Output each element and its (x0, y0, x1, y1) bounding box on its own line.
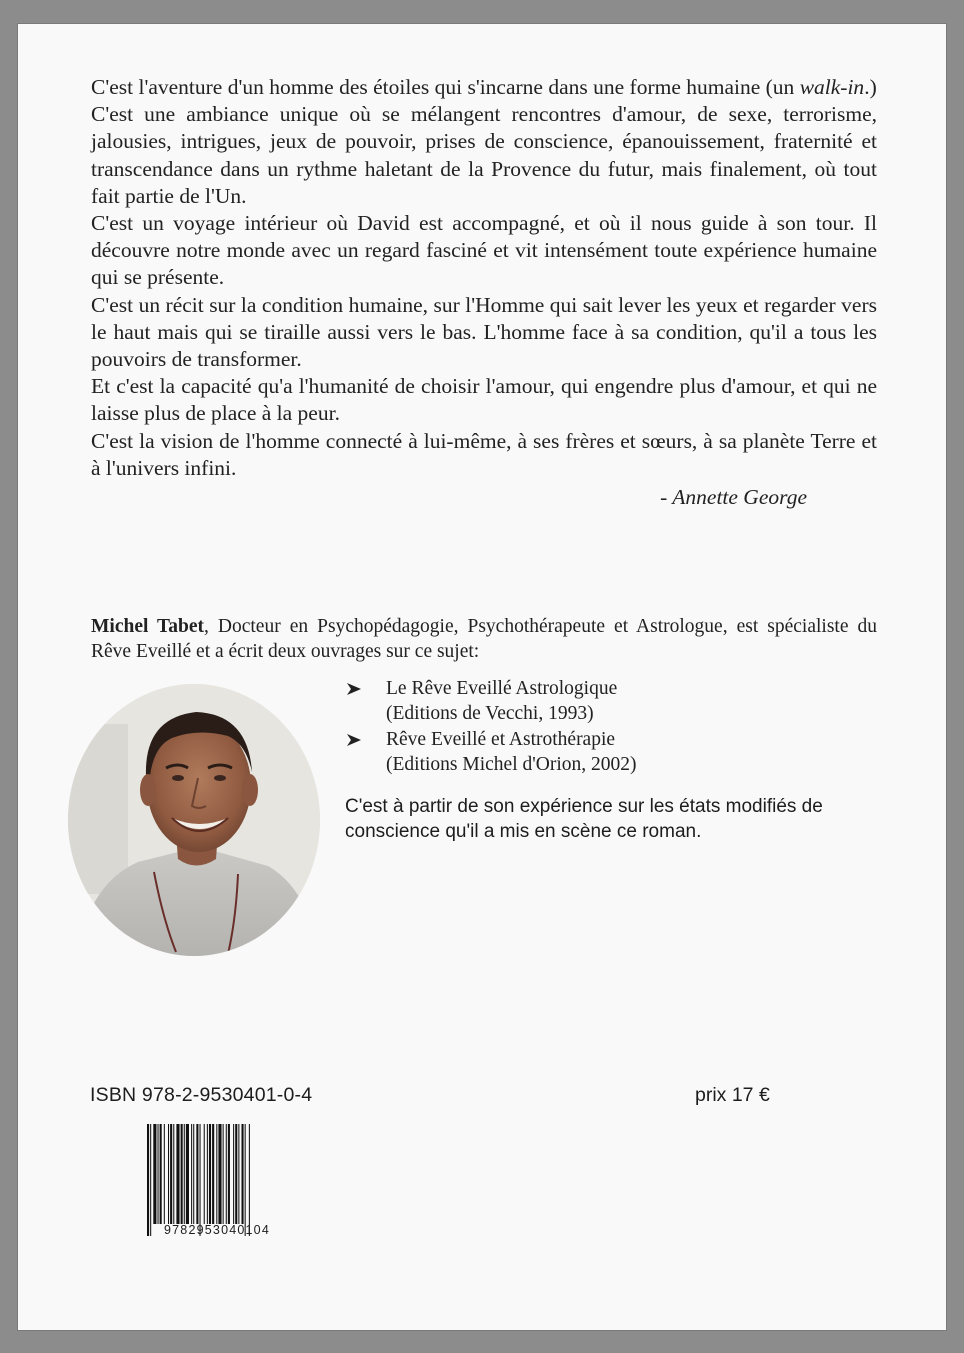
blurb (91, 74, 877, 511)
barcode-bar (235, 1124, 237, 1224)
barcode-bar (168, 1124, 169, 1224)
blurb-signature: - Annette George (660, 485, 807, 510)
barcode-bar (207, 1124, 208, 1224)
barcode-bar (164, 1124, 165, 1224)
list-item (346, 727, 866, 777)
barcode-bar (218, 1124, 221, 1224)
book-back-cover (18, 24, 946, 1330)
list-item (346, 676, 866, 726)
barcode-bar (226, 1124, 227, 1224)
barcode-bar (245, 1124, 246, 1236)
arrowhead-bullet-icon (346, 733, 362, 747)
blurb-paragraph-5: Et c'est la capacité qu'a l'humanité de choisir l'amour, qui engendre plus d'amour, et qui ne laisse plus de place à la peur. (91, 374, 877, 426)
author-note: C'est à partir de son expérience sur les états modifiés de conscience qu'il a mis en scène ce roman. (345, 796, 823, 842)
barcode-bar (147, 1124, 149, 1236)
barcode-digits: 9782953040104 (164, 1223, 270, 1237)
barcode-bar (242, 1124, 244, 1224)
author-portrait-image (68, 684, 320, 956)
barcode-bar (158, 1124, 159, 1224)
arrowhead-bullet-icon (346, 682, 362, 696)
barcode-bar (196, 1124, 198, 1224)
author-name: Michel Tabet (91, 616, 205, 637)
barcode-bar (212, 1124, 214, 1224)
barcode-bar (193, 1124, 194, 1224)
blurb-paragraph-1: C'est l'aventure d'un homme des étoiles qui s'incarne dans une forme humaine (un walk-in.) (91, 75, 877, 99)
barcode-bar (228, 1124, 230, 1224)
barcode-bar (238, 1124, 239, 1224)
blurb-paragraph-4: C'est un récit sur la condition humaine, sur l'Homme qui sait lever les yeux et regarder vers le haut mais qui se tiraille aussi vers le bas. L'homme face à sa condition, qu'il a tous les pouvoirs de transformer. (91, 292, 877, 372)
work-publisher: (Editions Michel d'Orion, 2002) (386, 754, 637, 775)
barcode-bar (191, 1124, 192, 1224)
barcode-bar (153, 1124, 156, 1224)
blurb-paragraph-3: C'est un voyage intérieur où David est accompagné, et où il nous guide à son tour. Il découvre notre monde avec un regard fasciné et vit intensément toute expérience humaine qui se présente. (91, 211, 877, 290)
barcode-bar (176, 1124, 179, 1224)
barcode-bar (223, 1124, 224, 1224)
barcode-bar (150, 1124, 151, 1236)
barcode-bar (173, 1124, 174, 1224)
barcode-bar (184, 1124, 185, 1224)
work-title: Rêve Eveillé et Astrothérapie (386, 729, 616, 750)
blurb-paragraph-6: C'est la vision de l'homme connecté à lui-même, à ses frères et sœurs, à sa planète Terre et à l'univers infini. (91, 428, 877, 480)
barcode-bar (200, 1124, 201, 1236)
barcode-bar (160, 1124, 162, 1224)
author-bio (91, 614, 877, 664)
barcode-bar (186, 1124, 189, 1224)
barcode-bar (181, 1124, 183, 1224)
author-photo (68, 684, 320, 956)
work-title: Le Rêve Eveillé Astrologique (386, 678, 618, 699)
barcode-bar (204, 1124, 205, 1224)
barcode-bar (216, 1124, 217, 1224)
barcode-bar (249, 1124, 250, 1236)
barcode-bar (233, 1124, 234, 1224)
price-label: prix 17 € (695, 1084, 770, 1106)
barcode-bar (209, 1124, 211, 1224)
author-bio-text: , Docteur en Psychopédagogie, Psychothérapeute et Astrologue, est spécialiste du Rêve Eveillé et a écrit deux ouvrages sur ce sujet: (91, 616, 877, 662)
blurb-paragraph-2: C'est une ambiance unique où se mélangent rencontres d'amour, de sexe, terrorisme, jalousies, intrigues, jeux de pouvoir, prises de conscience, épanouissement, fraternité et transcendance dans un rythme haletant de la Provence du futur, mais finalement, où tout fait partie de l'Un. (91, 102, 877, 208)
works-list (346, 676, 866, 777)
work-publisher: (Editions de Vecchi, 1993) (386, 703, 594, 724)
walk-in-term: walk-in (799, 75, 865, 99)
isbn-label: ISBN 978-2-9530401-0-4 (90, 1084, 313, 1106)
barcode-bar (170, 1124, 172, 1224)
